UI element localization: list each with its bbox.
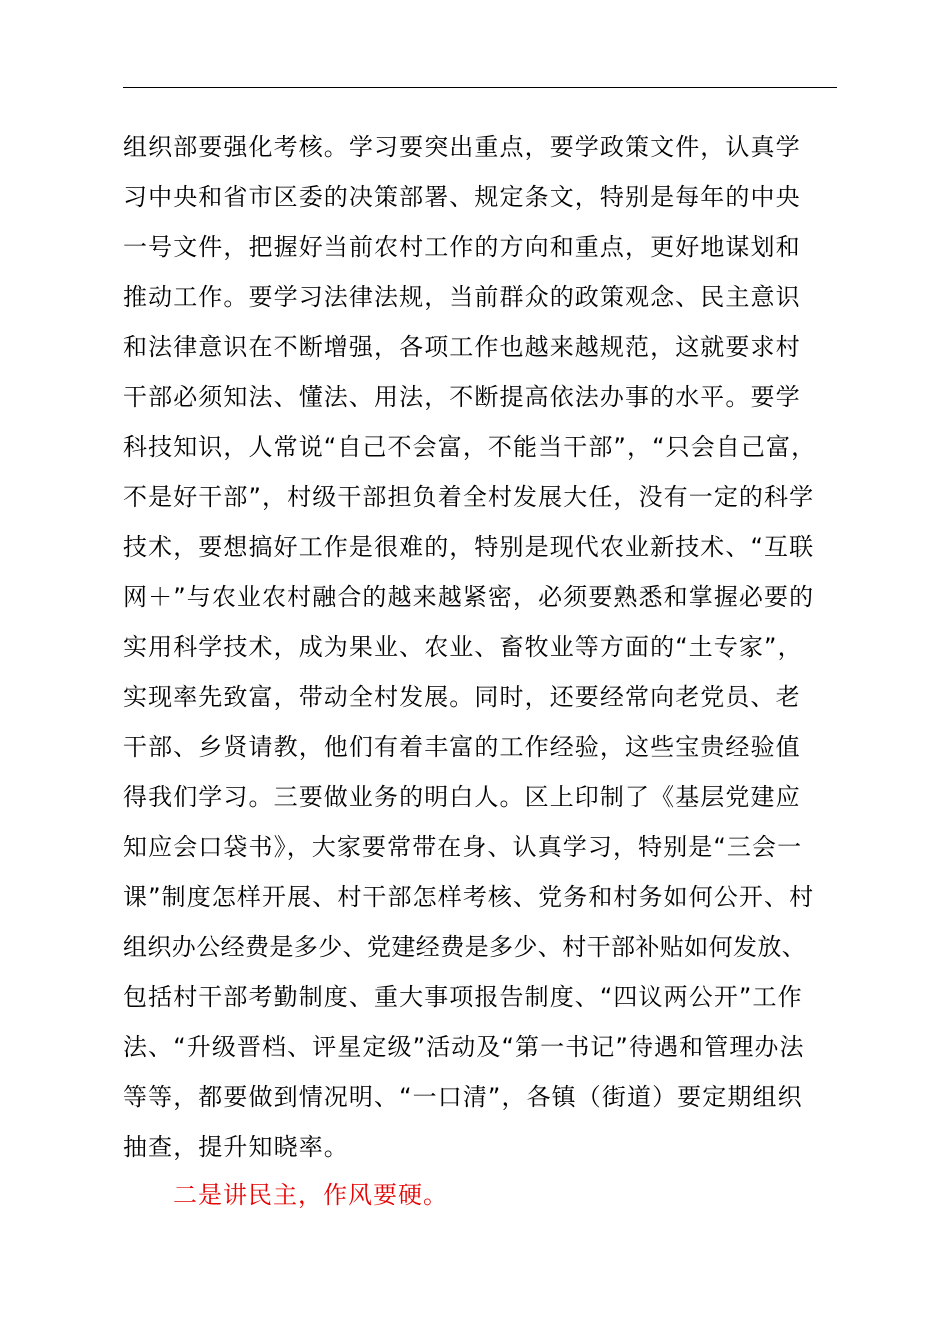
text-line: 和法律意识在不断增强，各项工作也越来越规范，这就要求村: [123, 333, 801, 361]
text-line: 组织办公经费是多少、党建经费是多少、村干部补贴如何发放、: [123, 933, 807, 961]
text-line: 技术，要想搞好工作是很难的，特别是现代农业新技术、“互联: [123, 533, 815, 561]
text-line: 习中央和省市区委的决策部署、规定条文，特别是每年的中央: [123, 183, 801, 211]
text-line: 干部、乡贤请教，他们有着丰富的工作经验，这些宝贵经验值: [123, 733, 801, 761]
text-line: 网＋”与农业农村融合的越来越紧密，必须要熟悉和掌握必要的: [123, 583, 815, 611]
section-heading: 二是讲民主，作风要硬。: [173, 1181, 448, 1209]
text-line: 干部必须知法、懂法、用法，不断提高依法办事的水平。要学: [123, 383, 801, 411]
text-line: 包括村干部考勤制度、重大事项报告制度、“四议两公开”工作: [123, 983, 803, 1011]
text-line: 实现率先致富，带动全村发展。同时，还要经常向老党员、老: [123, 683, 801, 711]
text-line: 知应会口袋书》，大家要常带在身、认真学习，特别是“三会一: [123, 833, 803, 861]
text-line: 得我们学习。三要做业务的明白人。区上印制了《基层党建应: [123, 783, 801, 811]
text-line: 法、“升级晋档、评星定级”活动及“第一书记”待遇和管理办法: [123, 1033, 805, 1061]
text-line: 实用科学技术，成为果业、农业、畜牧业等方面的“土专家”，: [123, 633, 803, 661]
text-line: 课”制度怎样开展、村干部怎样考核、党务和村务如何公开、村: [123, 883, 815, 911]
text-line: 科技知识，人常说“自己不会富，不能当干部”，“只会自己富，: [123, 433, 817, 461]
text-line: 一号文件，把握好当前农村工作的方向和重点，更好地谋划和: [123, 233, 801, 261]
text-line: 不是好干部”，村级干部担负着全村发展大任，没有一定的科学: [123, 483, 815, 511]
text-line: 抽查，提升知晓率。: [123, 1133, 349, 1161]
text-line: 等等，都要做到情况明、“一口清”，各镇（街道）要定期组织: [123, 1083, 803, 1111]
header-rule: [123, 87, 837, 88]
text-line: 组织部要强化考核。学习要突出重点，要学政策文件，认真学: [123, 133, 801, 161]
text-line: 推动工作。要学习法律法规，当前群众的政策观念、民主意识: [123, 283, 801, 311]
